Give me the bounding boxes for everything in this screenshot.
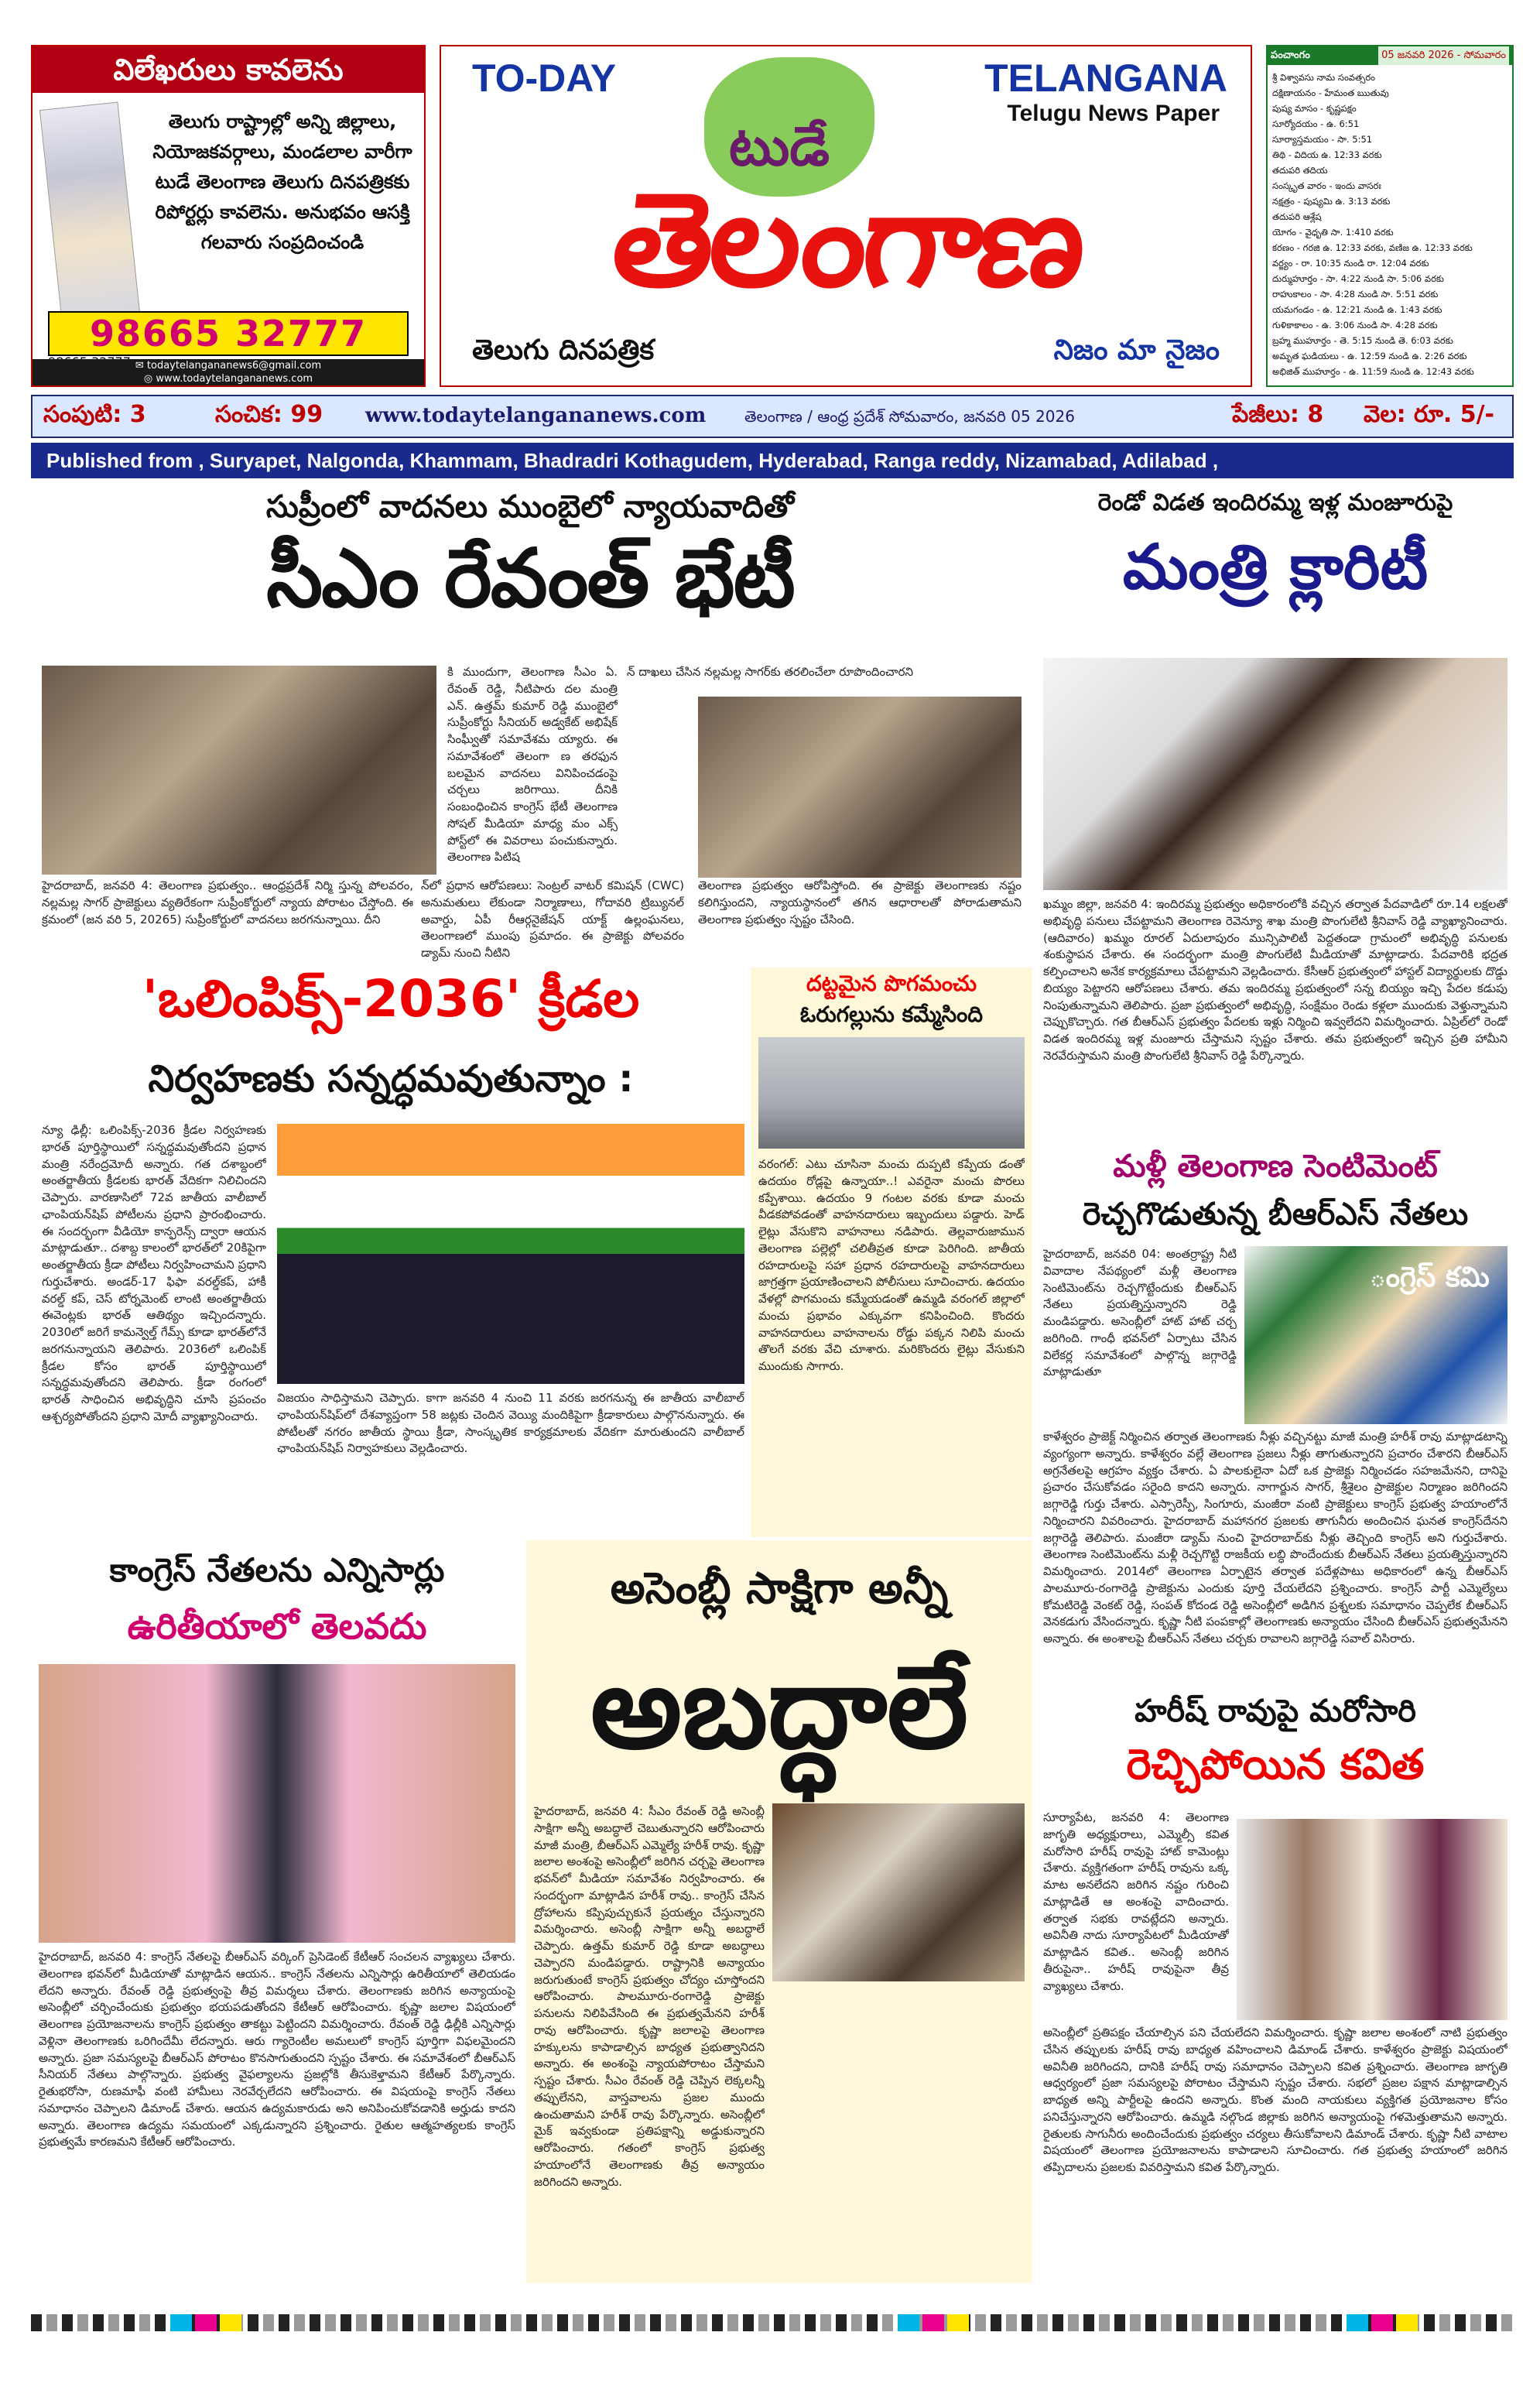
ad-title: విలేఖరులు కావలెను <box>33 46 424 93</box>
site-url[interactable]: www.todaytelangananews.com <box>365 404 707 427</box>
panchangam-line: తిథి - విదియ ఉ. 12:33 వరకు <box>1272 149 1382 160</box>
story-kavitha <box>1037 1687 1514 2283</box>
published-bar <box>31 443 1514 478</box>
ad-email <box>33 359 424 372</box>
volume: సంపుటి: 3 <box>43 401 146 428</box>
story8-photo <box>1237 1819 1507 2020</box>
price: వెల: రూ. 5/- <box>1364 401 1494 428</box>
masthead-today: టుడే <box>729 115 830 178</box>
panchangam-line: బ్రహ్మ ముహూర్తం - తె. 5:15 నుండి తె. 6:03 వరకు <box>1272 335 1453 346</box>
story1-lead2: న్‌లో ప్రధాన ఆరోపణలు: సెంట్రల్ వాటర్ కమిషన్ (CWC) అనుమతులు లేకుండా నిర్మాణాలు, గోదావరి ట్రిబ్యునల్ అవార్డు, ఏపీ రీఆర్గనైజేషన్ యాక్ట్ ఉల్లంఘనలు, తెలంగాణలో ముంపు ప్రమాదం. ఈ ప్రాజెక్టు పోలవరం డ్యామ్ నుంచి నీటిని <box>421 878 684 960</box>
issue: సంచిక: 99 <box>215 401 323 428</box>
story5-kicker: మళ్లీ తెలంగాణ సెంటిమెంట్ <box>1113 1149 1438 1184</box>
panchangam-line: తదుపరి ఆశ్లేష <box>1272 211 1322 222</box>
panchangam-line: నక్షత్రం - పుష్యమి ఉ. 3:13 వరకు <box>1272 196 1391 207</box>
panchangam-line: కరణం - గరజి ఉ. 12:33 వరకు, వణిజ ఉ. 12:33 వరకు <box>1272 242 1473 253</box>
story8-kicker: హరీష్ రావుపై మరోసారి <box>1134 1694 1416 1729</box>
story6-kicker: కాంగ్రెస్ నేతలను ఎన్నిసార్లు <box>109 1551 445 1589</box>
masthead-sub: Telugu News Paper <box>1007 101 1220 126</box>
masthead-logo: తెలంగాణ <box>605 164 1090 316</box>
story8-headline: రెచ్చిపోయిన కవిత <box>1126 1740 1425 1789</box>
ad-email-text: todaytelangananews6@gmail.com <box>146 360 322 372</box>
printer-color-bar <box>31 2314 1514 2337</box>
story7-headline: అబద్ధాలే <box>590 1641 969 1774</box>
pages: పేజీలు: 8 <box>1232 401 1324 428</box>
panchangam-line: శ్రీ విశ్వావసు నామ సంవత్సరం <box>1272 72 1375 83</box>
story3-kicker: 'ఒలింపిక్స్-2036' క్రీడల <box>142 969 640 1029</box>
story6-photo <box>39 1664 515 1943</box>
story2-kicker: రెండో విడత ఇందిరమ్మ ఇళ్ల మంజూరుపై <box>1097 489 1453 516</box>
story1-photo-right <box>698 697 1022 878</box>
story3-photo <box>277 1124 744 1384</box>
globe-icon: ◎ <box>143 373 156 385</box>
story2-photo <box>1043 658 1507 890</box>
story1-col2: న్ దాఖలు చేసిన నల్లమల్ల సాగర్‌కు తరలించేలా రూపొందించారని <box>627 665 914 679</box>
story7-body: హైదరాబాద్, జనవరి 4: సీఎం రేవంత్ రెడ్డి అసెంబ్లీ సాక్షిగా అన్నీ అబద్ధాలే చెబుతున్నారని ఆరోపించారు మాజీ మంత్రి, బీఆర్ఎస్ ఎమ్మెల్యే హరీశ్ రావు. కృష్ణా జలాల అంశంపై అసెంబ్లీలో జరిగిన చర్చపై తెలంగాణ భవన్‌లో మీడియా సమావేశం నిర్వహించారు. ఈ సందర్భంగా మాట్లాడిన హరీశ్ రావు.. కాంగ్రెస్ చేసిన ద్రోహాలను కప్పిపుచ్చుకునే ప్రయత్నం చేస్తున్నారని విమర్శించారు. అసెంబ్లీ సాక్షిగా అన్నీ అబద్ధాలే చెప్పారు. ఉత్తమ్ కుమార్ రెడ్డి కూడా అబద్ధాలు చెప్పారని మండిపడ్డారు. రాష్ట్రానికి అన్యాయం జరుగుతుంటే కాంగ్రెస్ ప్రభుత్వం చోద్యం చూస్తోందని ఆరోపించారు. పాలమూరు-రంగారెడ్డి ప్రాజెక్టు పనులను నిలిపివేసింది ఈ ప్రభుత్వమేనని హరీశ్ రావు ఆరోపించారు. కృష్ణా జలాలపై తెలంగాణ హక్కులను కాపాడాల్సిన బాధ్యత ప్రభుత్వానిదని అన్నారు. ఈ అంశంపై న్యాయపోరాటం చేస్తామని స్పష్టం చేశారు. సీఎం రేవంత్ రెడ్డి చెప్పిన లెక్కలన్నీ తప్పులేనని, వాస్తవాలను ప్రజల ముందు ఉంచుతామని హరీశ్ రావు పేర్కొన్నారు. అసెంబ్లీలో మైక్ ఇవ్వకుండా ప్రతిపక్షాన్ని అడ్డుకున్నారని ఆరోపించారు. గతంలో కాంగ్రెస్ ప్రభుత్వ హయాంలోనే తెలంగాణకు తీవ్ర అన్యాయం జరిగిందని అన్నారు. <box>534 1804 765 2189</box>
panchangam-line: యమగండం - ఉ. 12:21 నుండి ఉ. 1:43 వరకు <box>1272 304 1442 315</box>
story1-headline: సీఎం రేవంత్ భేటీ <box>266 531 794 625</box>
story-ktr <box>31 1540 523 2283</box>
story1-lead: హైదరాబాద్, జనవరి 4: తెలంగాణ ప్రభుత్వం.. ఆంధ్రప్రదేశ్ నిర్మి స్తున్న పోలవరం, నల్లమల్ల సాగర్ ప్రాజెక్టులు వ్యతిరేకంగా సుప్రీంకోర్టులో న్యాయ పోరాటం చేస్తోంది. ఈ క్రమంలో (జన వరి 5, 20265) సుప్రీంకోర్టులో వాదనలు జరగనున్నాయి. దీని <box>42 878 413 926</box>
panchangam-line: సూర్యాస్తమయం - సా. 5:51 <box>1272 134 1373 145</box>
panchangam-line: పుష్య మాసం - కృష్ణపక్షం <box>1272 103 1357 114</box>
story-olympics <box>31 967 751 1537</box>
story2-headline: మంత్రి క్లారిటీ <box>1122 531 1429 603</box>
story1-lead3: తెలంగాణ ప్రభుత్వం ఆరోపిస్తోంది. ఈ ప్రాజెక్టు తెలంగాణకు నష్టం కలిగిస్తుందని, న్యాయస్థానంలో తగిన ఆధారాలతో పోరాడుతామని తెలంగాణ ప్రభుత్వం స్పష్టం చేసింది. <box>698 878 1022 926</box>
panchangam-line: తదుపరి తదియ <box>1272 165 1328 176</box>
panchangam-line: సూర్యోదయం - ఉ. 6:51 <box>1272 118 1360 129</box>
story-fog <box>751 967 1032 1537</box>
story1-kicker: సుప్రీంలో వాదనలు ముంబైలో న్యాయవాదితో <box>265 489 795 525</box>
story2-body: ఖమ్మం జిల్లా, జనవరి 4: ఇందిరమ్మ ప్రభుత్వం అధికారంలోకి వచ్చిన తర్వాత పేదవాడిలో రూ.14 లక్షలతో అభివృద్ధి పనులు చేపట్టామని తెలంగాణ రెవెన్యూ శాఖ మంత్రి పొంగులేటి శ్రీనివాస్ రెడ్డి వ్యాఖ్యానించారు. (ఆదివారం) ఖమ్మం రూరల్ ఏదులాపురం మున్సిపాలిటీ పెద్దతండా గ్రామంలో అభివృద్ధి పనులకు శంకుస్థాపన చేశారు. ఈ సందర్భంగా మంత్రి పొంగులేటి మీడియాతో మాట్లాడారు. పేదవారికి భద్రత కల్పించాలని అనేక కార్యక్రమాలు చేపట్టామని వెల్లడించారు. కేసీఆర్ ప్రభుత్వంలో హాస్టల్ విద్యార్థులకు దొడ్డు బియ్యం పెట్టారని ఆరోపణలు చేశారు. తమ ఇందిరమ్మ ప్రభుత్వంలో సన్న బియ్యం ఇచ్చి పేదల కడుపు నింపుతున్నామని తెలిపారు. ప్రజా ప్రభుత్వంలో అభివృద్ధి, సంక్షేమం రెండు కళ్లలా ముందుకు వెళ్తున్నామని చెప్పుకొచ్చారు. గత బీఆర్ఎస్ ప్రభుత్వం పేదలకు ఇళ్లు నిర్మించి ఇవ్వలేదని విమర్శించారు. ఏప్రిల్‌లో రెండో విడత ఇందిరమ్మ ఇళ్ల మంజూరు చేస్తామని స్పష్టం చేశారు. తమ ప్రభుత్వంలో ఇచ్చిన ప్రతి హామీని నెరవేరుస్తామని మంత్రి పొంగులేటి శ్రీనివాస్ రెడ్డి పేర్కొన్నారు. <box>1043 897 1507 1063</box>
published-text: Published from , Suryapet, Nalgonda, Khammam, Bhadradri Kothagudem, Hyderabad, Ranga reddy, Nizamabad, Adilabad , <box>46 449 1219 472</box>
panchangam-line: దుర్ముహూర్తం - సా. 4:22 నుండి సా. 5:06 వరకు <box>1272 273 1444 284</box>
story1-photo-left <box>42 666 436 875</box>
panchangam-label: పంచాంగం <box>1271 50 1310 61</box>
masthead-left: TO-DAY <box>472 57 617 100</box>
story4-body: వరంగల్: ఎటు చూసినా మంచు దుప్పటి కప్పేయ డంతో ఉదయం రోడ్లపై ఉన్నాయా..! ఎవరైనా మంచు పొరలు కప్పేశాయి. ఉదయం 9 గంటల వరకు కూడా మంచు వీడకపోవడంతో వాహనదారులు ఇబ్బందులు పడ్డారు. హెడ్ లైట్లు వేసుకొని వాహనాలు నడిపారు. తెల్లవారుజామున తెలంగాణ పల్లెల్లో చలితీవ్రత కూడా పెరిగింది. జాతీయ రహదారులపై సహా ప్రధాన రహదారులపై వాహనదారులు జాగ్రత్తగా ప్రయాణించాలని పోలీసులు సూచించారు. ఉదయం వేళల్లో పొగమంచు కమ్మేయడంతో ఉమ్మడి వరంగల్ జిల్లాలో మంచు ప్రభావం ఎక్కువగా కనిపించింది. కొందరు వాహనదారులు వాహనాలను రోడ్డు పక్కన నిలిపి మంచు తొలగే వరకు వేచి చూశారు. మరికొందరు లైట్లు వేసుకుని ముందుకు సాగారు. <box>758 1157 1025 1373</box>
story7-kicker: అసెంబ్లీ సాక్షిగా అన్నీ <box>610 1563 949 1614</box>
story6-body: హైదరాబాద్, జనవరి 4: కాంగ్రెస్ నేతలపై బీఆర్ఎస్ వర్కింగ్ ప్రెసిడెంట్ కేటీఆర్ సంచలన వ్యాఖ్యలు చేశారు. తెలంగాణ భవన్‌లో మీడియాతో మాట్లాడిన ఆయన.. కాంగ్రెస్ నేతలను ఎన్నిసార్లు ఉరితీయాలో తెలియడం లేదని అన్నారు. రేవంత్ రెడ్డి ప్రభుత్వంపై తీవ్ర విమర్శలు చేశారు. తెలంగాణకు జరిగిన అన్యాయంపై అసెంబ్లీలో చర్చించేందుకు ప్రభుత్వం భయపడుతోందని కేటీఆర్ ఆరోపించారు. కృష్ణా జలాల విషయంలో తెలంగాణ ప్రయోజనాలను కాంగ్రెస్ ప్రభుత్వం తాకట్టు పెట్టిందని విమర్శించారు. రేవంత్ రెడ్డి ఢిల్లీకి ఎన్నిసార్లు వెళ్లినా తెలంగాణకు ఒరిగిందేమీ లేదన్నారు. ఆరు గ్యారెంటీల అమలులో కాంగ్రెస్ పూర్తిగా విఫలమైందని అన్నారు. ప్రజా సమస్యలపై బీఆర్ఎస్ పోరాటం కొనసాగుతుందని స్పష్టం చేశారు. ఈ సమావేశంలో బీఆర్ఎస్ సీనియర్ నేతలు పాల్గొన్నారు. ప్రభుత్వ వైఫల్యాలను ప్రజల్లోకి తీసుకెళ్తామని కేటీఆర్ పేర్కొన్నారు. రైతుభరోసా, రుణమాఫీ వంటి హామీలు నెరవేర్చలేదని ఆరోపించారు. ఈ విషయంపై కాంగ్రెస్ నేతలు సమాధానం చెప్పాలని డిమాండ్ చేశారు. ఆయన ఉద్యమకారుడు అని అనిపించుకోవడానికి అర్హుడు కాదని అన్నారు. తెలంగాణ ఉద్యమ సమయంలో ఎక్కడున్నారని ప్రశ్నించారు. రైతుల ఆత్మహత్యలకు కాంగ్రెస్ ప్రభుత్వమే కారణమని కేటీఆర్ ఆరోపించారు. <box>39 1950 515 2149</box>
panchangam-line: సంస్కృత వారం - ఇందు వాసరః <box>1272 180 1381 191</box>
story8-body: అసెంబ్లీలో ప్రతిపక్షం చేయాల్సిన పని చేయలేదని విమర్శించారు. కృష్ణా జలాల అంశంలో నాటి ప్రభుత్వం చేసిన తప్పులకు హరీష్ రావు బాధ్యత వహించాలని డిమాండ్ చేశారు. కాళేశ్వరం ప్రాజెక్టు విషయంలో అవినీతి జరిగిందని, దానికి హరీష్ రావు సమాధానం చెప్పాలని కవిత ప్రశ్నించారు. తెలంగాణ జాగృతి ఆధ్వర్యంలో ప్రజా సమస్యలపై పోరాటం చేస్తామని స్పష్టం చేశారు. సభలో ప్రజల పక్షాన మాట్లాడాల్సిన బాధ్యత అన్ని పార్టీలపై ఉందని అన్నారు. కొంత మంది నాయకులు వ్యక్తిగత ప్రయోజనాల కోసం పనిచేస్తున్నారని ఆరోపించారు. ఉమ్మడి నల్గొండ జిల్లాకు జరిగిన అన్యాయంపై గళమెత్తుతామని అన్నారు. రైతులకు సాగునీరు అందించేందుకు ప్రభుత్వం చర్యలు తీసుకోవాలని డిమాండ్ చేశారు. కృష్ణా నీటి వాటాల విషయంలో తెలంగాణ ప్రయోజనాలను కాపాడాలని సూచించారు. గత ప్రభుత్వ హయాంలో జరిగిన తప్పిదాలను ప్రజలకు వివరిస్తామని కవిత పేర్కొన్నారు. <box>1043 2026 1507 2174</box>
panchangam-header <box>1268 46 1512 65</box>
panchangam <box>1266 45 1514 387</box>
story7-photo <box>772 1803 1025 1981</box>
story8-lead: సూర్యాపేట, జనవరి 4: తెలంగాణ జాగృతి అధ్యక్షురాలు, ఎమ్మెల్సీ కవిత మరోసారి హరీష్ రావుపై హాట్ కామెంట్లు చేశారు. వ్యక్తిగతంగా హరీష్ రావును ఒక్క మాట అనలేదని జరిగిన నష్టం గురించి మాట్లాడితే ఆ అంశంపై వాదించారు. తర్వాత సభకు రావట్లేదని అన్నారు. అవినీతి నాదు సూర్యాపేటలో మీడియాతో మాట్లాడిన కవిత.. అసెంబ్లీ జరిగిన తీరుపైనా.. హరీష్ రావుపైనా తీవ్ర వ్యాఖ్యలు చేశారు. <box>1043 1810 1229 1993</box>
story5-headline: రెచ్చగొడుతున్న బీఆర్ఎస్ నేతలు <box>1082 1197 1469 1232</box>
story6-headline: ఉరితీయాలో తెలవదు <box>127 1605 427 1647</box>
panchangam-line: గుళికాకాలం - ఉ. 3:06 నుండి సా. 4:28 వరకు <box>1272 320 1438 330</box>
story4-kicker: దట్టమైన పొగమంచు <box>806 971 977 996</box>
masthead <box>440 45 1252 387</box>
story1-col1: కి ముందుగా, తెలంగాణ సీఎం ఏ. రేవంత్ రెడ్డి, నీటిపారు దల మంత్రి ఎన్. ఉత్తమ్ కుమార్ రెడ్డి ముంబైలో సుప్రీంకోర్టు సీనియర్ అడ్వకేట్ అభిషేక్ సింఘ్వీతో సమావేశమ య్యారు. ఈ సమావేశంలో తెలంగా ణ తరఫున బలమైన వాదనలు వినిపించడంపై చర్చలు జరిగాయి. దీనికి సంబంధించిన కాంగ్రెస్ భేటీ తెలంగాణ సోషల్ మీడియా మాధ్య మం ఎక్స్ పోస్ట్‌లో ఈ వివరాలు పంచుకున్నారు. తెలంగాణ పిటిష <box>447 665 618 865</box>
panchangam-line: అభిజిత్ ముహూర్తం - ఉ. 11:59 నుండి ఉ. 12:43 వరకు <box>1272 366 1474 377</box>
story3-col: న్యూ ఢిల్లీ: ఒలింపిక్స్-2036 క్రీడల నిర్వహణకు భారత్ పూర్తిస్థాయిలో సన్నద్ధమవుతోందని ప్రధాన మంత్రి నరేంద్రమోదీ అన్నారు. గత దశాబ్దంలో అంతర్జాతీయ క్రీడలకు భారత్ వేదికగా నిలిచిందని చెప్పారు. వారణాసిలో 72వ జాతీయ వాలీబాల్ ఛాంపియన్‌షిప్ పోటీలను ప్రధాని ప్రారంభించారు. ఈ సందర్భంగా వీడియో కాన్ఫరెన్స్ ద్వారా ఆయన మాట్లాడుతూ.. దశాబ్ద కాలంలో భారత్‌లో 20కిపైగా అంతర్జాతీయ క్రీడా పోటీలు నిర్వహించామని ప్రధాని గుర్తుచేశారు. అండర్-17 ఫిఫా వరల్డ్‌కప్, హాకీ వరల్డ్ కప్, చెస్ టోర్నమెంట్ లాంటి అంతర్జాతీయ ఈవెంట్లకు భారత్ ఆతిథ్యం ఇచ్చిందన్నారు. 2030లో జరిగే కామన్వెల్త్ గేమ్స్ కూడా భారత్‌లోనే జరగనున్నాయని తెలిపారు. 2036లో ఒలింపిక్ క్రీడల కోసం భారత్ పూర్తిస్థాయిలో సన్నద్ధమవుతోందని తెలిపారు. క్రీడా రంగంలో భారత్ సాధించిన అభివృద్ధిని చూసి ప్రపంచం ఆశ్చర్యపోతోందని ప్రధాని మోదీ వ్యాఖ్యానించారు. <box>42 1123 266 1423</box>
story3-col2: విజయం సాధిస్తామని చెప్పారు. కాగా జనవరి 4 నుంచి 11 వరకు జరగనున్న ఈ జాతీయ వాలీబాల్ ఛాంపియన్‌షిప్‌లో దేశవ్యాప్తంగా 58 జట్లకు చెందిన వెయ్యి మందికిపైగా క్రీడాకారులు పాల్గొననున్నారు. ఈ పోటీలతో నగరం జాతీయ స్థాయి క్రీడా, సాంస్కృతిక కార్యక్రమాలకు వేదికగా మారుతుందని వాలీబాల్ ఛాంపియన్‌షిప్ నిర్వాహకులు వెల్లడించారు. <box>277 1391 744 1456</box>
story4-headline: ఓరుగల్లును కమ్మేసింది <box>799 1002 984 1027</box>
panchangam-line: వర్జ్యం - రా. 10:35 నుండి రా. 12:04 వరకు <box>1272 258 1429 269</box>
panchangam-line: రాహుకాలం - సా. 4:28 నుండి సా. 5:51 వరకు <box>1272 289 1439 300</box>
panchangam-line: అమృత ఘడియలు - ఉ. 12:59 నుండి ఉ. 2:26 వరకు <box>1272 351 1467 361</box>
panchangam-date: 05 జనవరి 2026 - సోమవారం <box>1378 46 1509 65</box>
story-minister-clarity <box>1037 486 1514 1144</box>
story3-headline: నిర్వహణకు సన్నద్ధమవుతున్నాం : <box>148 1057 634 1101</box>
masthead-tag-right: నిజం మా నైజం <box>1053 334 1220 366</box>
ad-phone-box <box>48 311 409 356</box>
story-assembly <box>526 1540 1032 2283</box>
story5-body: కాళేశ్వరం ప్రాజెక్ట్ నిర్మించిన తర్వాత తెలంగాణకు నీళ్లు వచ్చినట్టు మాజీ మంత్రి హరీశ్ రావు మాట్లాడటాన్ని వ్యంగ్యంగా అన్నారు. కాళేశ్వరం వల్లే తెలంగాణ ప్రజలు నీళ్లు తాగుతున్నారని ప్రచారం చేశారని బీఆర్ఎస్ అగ్రనేతలపై ఆగ్రహం వ్యక్తం చేశారు. ఏ పాలకులైనా ఏదో ఒక ప్రాజెక్టు నిర్మించడం సహజమేనని, దానిపై ప్రచారం చేసుకోవడం సరైంది కాదని అన్నారు. నాగార్జున సాగర్, శ్రీశైలం ప్రాజెక్టుల నిర్మాణం జరిగిందని జగ్గారెడ్డి గుర్తు చేశారు. ఎస్సారెస్పీ, సింగూరు, మంజీరా వంటి ప్రాజెక్టులు కాంగ్రెస్ ప్రభుత్వ హయాంలోనే నిర్మించారని వివరించారు. హైదరాబాద్ మహానగర ప్రజలకు తాగునీరు అందించిన ఘనత కాంగ్రెస్‌దేనని జగ్గారెడ్డి తెలిపారు. మంజీరా డ్యామ్ నుంచి హైదరాబాద్‌కు నీళ్లు తెచ్చింది కాంగ్రెస్ అని గుర్తుచేశారు. తెలంగాణ సెంటిమెంట్‌ను మళ్లీ రెచ్చగొట్టి రాజకీయ లబ్ధి పొందేందుకు బీఆర్ఎస్ నేతలు ప్రయత్నిస్తున్నారని విమర్శించారు. 2014లో తెలంగాణ ఏర్పాటైన తర్వాత పదేళ్లపాటు అధికారంలో ఉన్న బీఆర్ఎస్ పాలమూరు-రంగారెడ్డి ప్రాజెక్టును ఎందుకు పూర్తి చేయలేదని ప్రశ్నించారు. కాంగ్రెస్ పార్టీ ఎమ్మెల్యేలు కోమటిరెడ్డి వెంకట్ రెడ్డి, సంపత్ కోదండ రెడ్డి అసెంబ్లీలో అడిగిన ప్రశ్నలకు సమాధానం చెప్పలేక బీఆర్ఎస్ వెనకడుగు వేసిందన్నారు. కృష్ణా నీటి పంపకాల్లో తెలంగాణకు అన్యాయం చేసింది బీఆర్ఎస్ ప్రభుత్వమేనని అన్నారు. ఈ అంశాలపై బీఆర్ఎస్ నేతలు చర్చకు రావాలని జగ్గారెడ్డి సవాల్ విసిరారు. <box>1043 1430 1507 1646</box>
mail-icon: ✉ <box>135 360 147 372</box>
ad-website <box>33 372 424 385</box>
story4-photo <box>758 1037 1025 1149</box>
masthead-tag-left: తెలుగు దినపత్రిక <box>472 334 655 366</box>
reporters-wanted-ad <box>31 45 426 387</box>
panchangam-line: దక్షిణాయనం - హేమంత ఋతువు <box>1272 87 1389 98</box>
panchangam-list <box>1272 70 1507 379</box>
ad-body: తెలుగు రాష్ట్రాల్లో అన్ని జిల్లాలు, నియోజకవర్గాలు, మండలాల వారీగా టుడే తెలంగాణ తెలుగు దినపత్రికకు రిపోర్టర్లు కావలెను. అనుభవం ఆసక్తి గలవారు సంప్రదించండి <box>152 111 412 253</box>
masthead-right: TELANGANA <box>984 57 1227 100</box>
ad-website-text: www.todaytelangananews.com <box>156 373 313 385</box>
ad-phone-number: 98665 32777 <box>89 313 368 354</box>
ad-newspaper-image <box>39 101 142 336</box>
story5-photo-caption: ంగ్రెస్ కమి <box>1370 1262 1490 1293</box>
panchangam-line: యోగం - వైధృతి సా. 1:410 వరకు <box>1272 227 1394 238</box>
info-bar <box>31 395 1514 438</box>
story5-lead: హైదరాబాద్, జనవరి 04: అంతర్రాష్ట్ర నీటి వివాదాల నేపథ్యంలో మళ్లీ తెలంగాణ సెంటిమెంట్‌ను రెచ్చగొట్టేందుకు బీఆర్ఎస్ నేతలు ప్రయత్నిస్తున్నారని రెడ్డి మండిపడ్డారు. అసెంబ్లీలో హాట్ హాట్ చర్చ జరిగింది. గాంధీ భవన్‌లో ఏర్పాటు చేసిన విలేకర్ల సమావేశంలో పాల్గొన్న జగ్గారెడ్డి మాట్లాడుతూ <box>1043 1247 1237 1379</box>
region-date: తెలంగాణ / ఆంధ్ర ప్రదేశ్ సోమవారం, జనవరి 05 2026 <box>744 407 1075 426</box>
story-cm-meet <box>31 486 1029 966</box>
